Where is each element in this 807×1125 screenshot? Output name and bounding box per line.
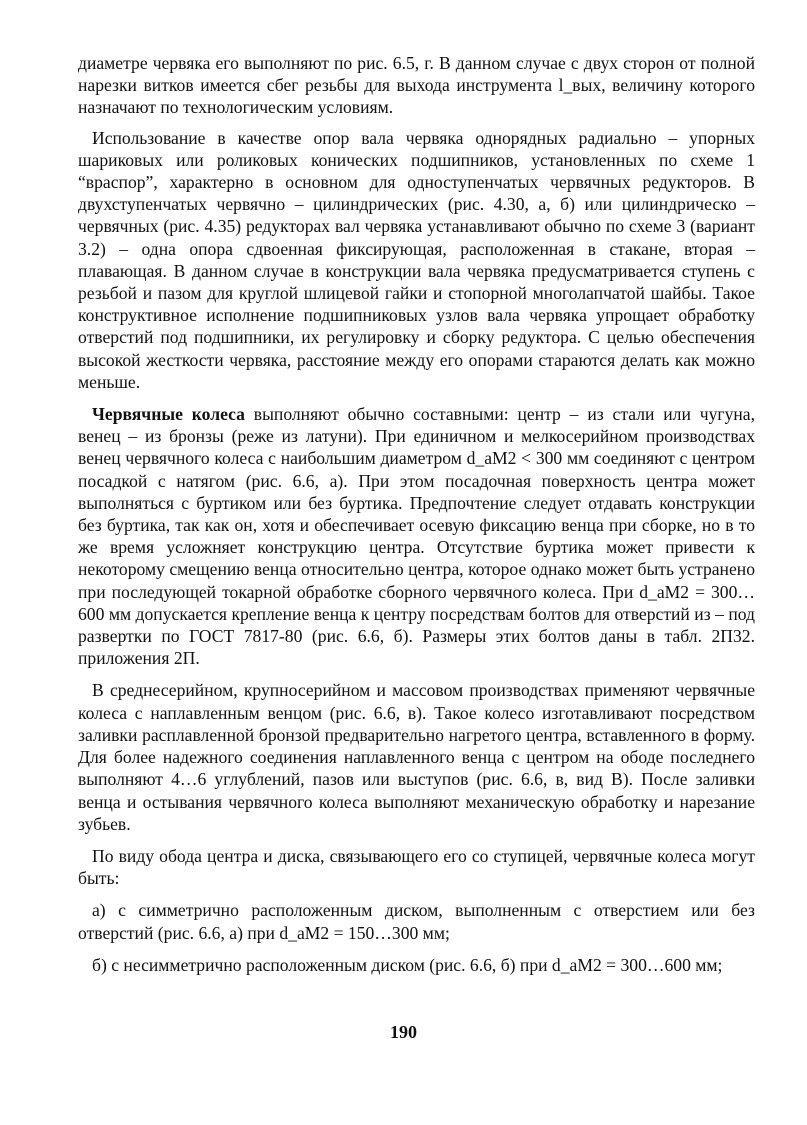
body-text (78, 52, 755, 976)
paragraph-bearings: Использование в качестве опор вала червяка однорядных радиально – упорных шариковых или роликовых конических подшипников, установленных по схеме 1 “враспор”, характерно в основном для одноступенчатых червячных редукторов. В двухступенчатых червячно – цилиндрических (рис. 4.30, а, б) или цилиндрическо – червячных (рис. 4.35) редукторах вал червяка устанавливают обычно по схеме 3 (вариант 3.2) – одна опора сдвоенная фиксирующая, расположенная в стакане, вторая – плавающая. В данном случае в конструкции вала червяка предусматривается ступень с резьбой и пазом для круглой шлицевой гайки и стопорной многолапчатой шайбы. Такое конструктивное исполнение подшипниковых узлов вала червяка упрощает обработку отверстий под подшипники, их регулировку и сборку редуктора. С целью обеспечения высокой жесткости червяка, расстояние между его опорами стараются делать как можно меньше. (78, 127, 755, 392)
paragraph-rim-types: По виду обода центра и диска, связывающего его со ступицей, червячные колеса могут быть: (78, 845, 755, 889)
list-item-a: а) с симметрично расположенным диском, выполненным с отверстием или без отверстий (рис. 6.6, а) при d_аМ2 = 150…300 мм; (78, 900, 755, 943)
rim-type-list (78, 899, 755, 976)
page-number: 190 (390, 1022, 417, 1042)
list-item-b: б) с несимметрично расположенным диском (рис. 6.6, б) при d_аМ2 = 300…600 мм; (92, 954, 723, 975)
paragraph-worm-wheels (78, 403, 755, 669)
term-worm-wheels: Червячные колеса (92, 404, 245, 425)
paragraph-worm-wheels-text: выполняют обычно составными: центр – из стали или чугуна, венец – из бронзы (реже из латуни). При единичном и мелкосерийном производствах венец червячного колеса с наибольшим диаметром d_аМ2 < 300 мм соединяют с центром посадкой с натягом (рис. 6.6, а). При этом посадочная поверхность центра может выполняться с буртиком или без буртика. Предпочтение следует отдавать конструкции без буртика, так как он, хотя и обеспечивает осевую фиксацию венца при сборке, но в то же время усложняет конструкцию центра. Отсутствие буртика может привести к некоторому смещению венца относительно центра, которое однако может быть устранено при последующей токарной обработке сборного червячного колеса. При d_аМ2 = 300…600 мм допускается крепление венца к центру посредствам болтов для отверстий из – под развертки по ГОСТ 7817-80 (рис. 6.6, б). Размеры этих болтов даны в табл. 2П32. приложения 2П. (78, 404, 755, 669)
paragraph-serial-production: В среднесерийном, крупносерийном и массовом производствах применяют червячные колеса с наплавленным венцом (рис. 6.6, в). Такое колесо изготавливают посредством заливки расплавленной бронзой предварительно нагретого центра, вставленного в форму. Для более надежного соединения наплавленного венца с центром на ободе последнего выполняют 4…6 углублений, пазов или выступов (рис. 6.6, в, вид В). После заливки венца и остывания червячного колеса выполняют механическую обработку и нарезание зубьев. (78, 680, 755, 834)
paragraph-continuation: диаметре червяка его выполняют по рис. 6.5, г. В данном случае с двух сторон от полной нарезки витков имеется сбег резьбы для выхода инструмента l_вых, величину которого назначают по технологическим условиям. (78, 53, 755, 118)
